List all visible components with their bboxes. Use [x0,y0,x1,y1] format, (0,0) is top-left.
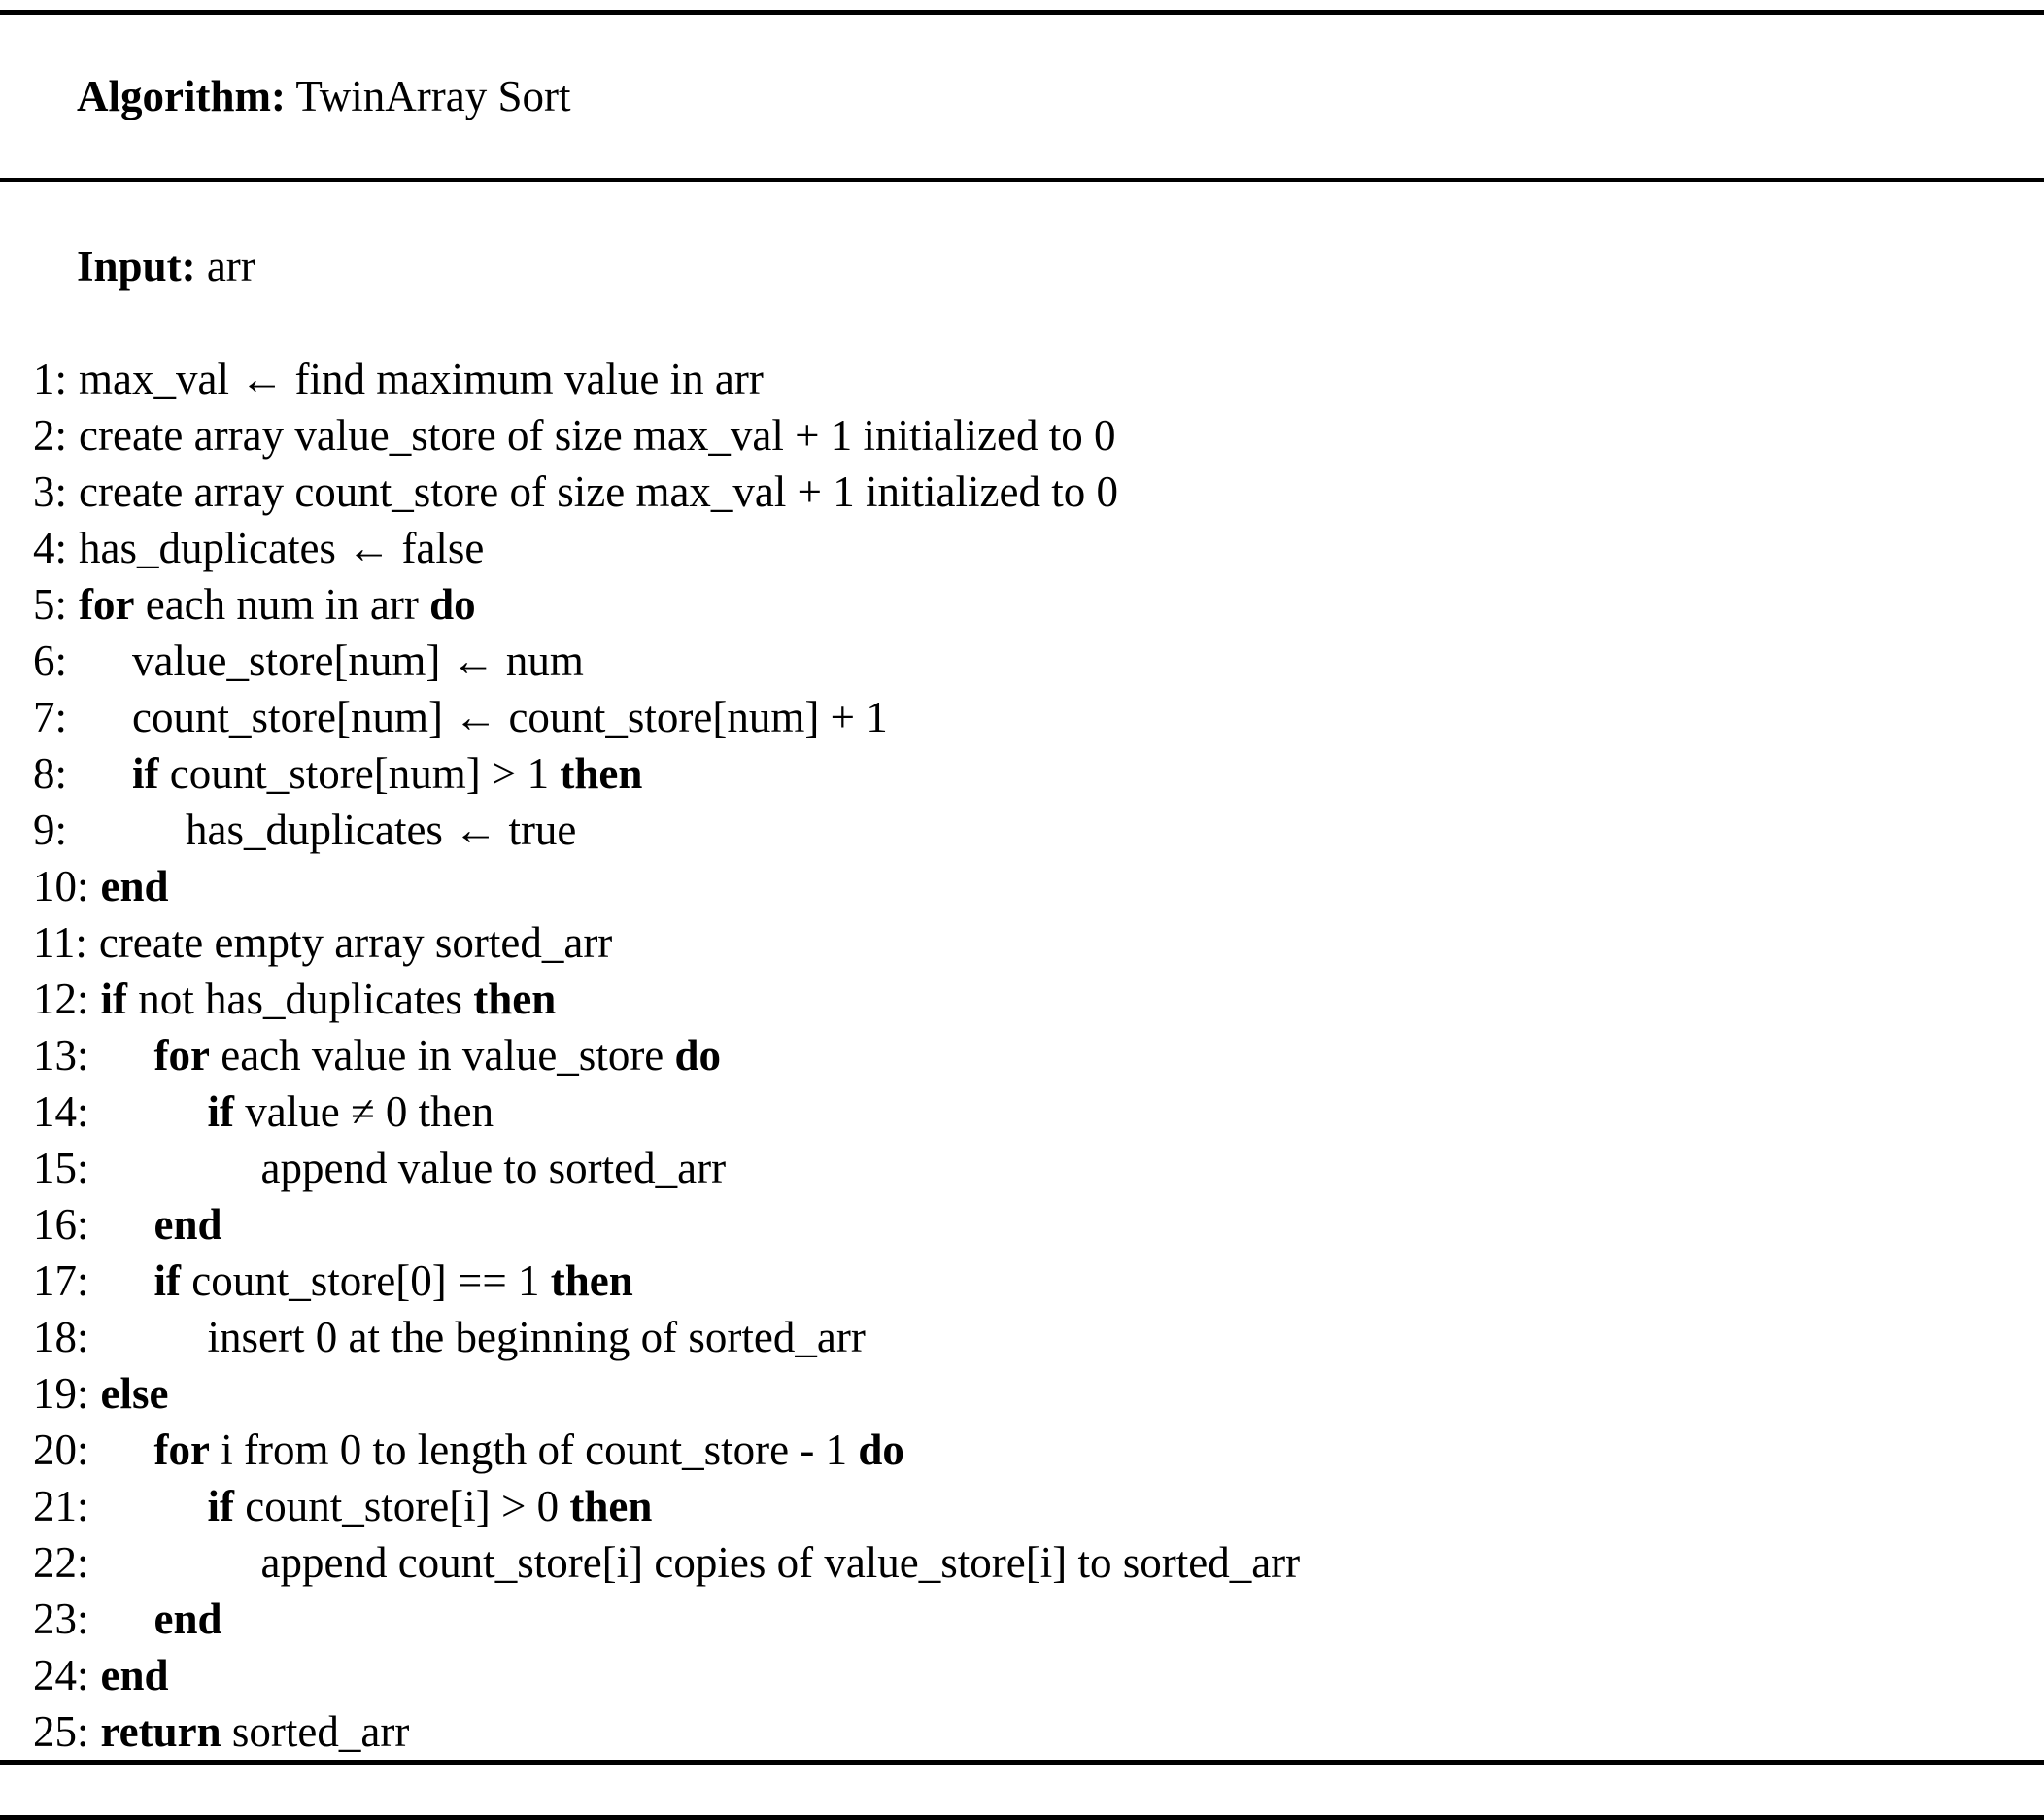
algorithm-line [0,858,2044,914]
input-value: arr [195,242,256,291]
line-content [261,1144,727,1192]
line-content [79,524,484,572]
line-number: 1: [33,355,68,403]
text-segment: count_store[num] ← count_store[num] + 1 [132,693,888,741]
text-segment: sorted_arr [221,1707,410,1756]
keyword-segment: end [100,1651,169,1700]
text-segment: each num in arr [134,580,430,629]
algorithm-input [0,182,2044,351]
algorithm-line [0,1309,2044,1365]
keyword-segment: if [207,1087,235,1136]
keyword-segment: else [100,1369,169,1418]
line-number: 21: [33,1482,89,1530]
keyword-segment: for [79,580,135,629]
line-number: 8: [33,749,68,798]
algorithm-line [0,1196,2044,1253]
line-number: 20: [33,1425,89,1474]
text-segment: value_store[num] ← num [132,636,584,685]
keyword-segment: if [100,975,128,1023]
line-content [79,467,1118,516]
line-number: 12: [33,975,89,1023]
text-segment: append value to sorted_arr [260,1144,727,1192]
line-number: 7: [33,693,68,741]
line-content [154,1595,222,1643]
algorithm-line [0,1083,2044,1140]
text-segment: count_store[i] > 0 [234,1482,570,1530]
algorithm-body [0,351,2044,1760]
line-content [208,1087,494,1136]
bottom-rule [0,1815,2044,1820]
line-content [99,918,612,967]
text-segment: each value in value_store [209,1031,675,1080]
keyword-segment: then [560,749,643,798]
algorithm-line [0,633,2044,689]
algorithm-line [0,1647,2044,1703]
line-content [154,1425,904,1474]
input-keyword: Input: [77,242,196,291]
text-segment: append count_store[i] copies of value_store[i] to sorted_arr [260,1538,1301,1587]
text-segment: max_val ← find maximum value in arr [79,355,764,403]
line-number: 23: [33,1595,89,1643]
line-content [101,1369,169,1418]
text-segment: create empty array sorted_arr [98,918,613,967]
text-segment: i from 0 to length of count_store - 1 [209,1425,859,1474]
algorithm-line [0,971,2044,1027]
line-content [132,749,642,798]
algorithm-keyword: Algorithm: [77,72,286,120]
algorithm-line [0,576,2044,633]
algorithm-line [0,464,2044,520]
bottom-spacer [0,1765,2044,1815]
algorithm-line [0,1422,2044,1478]
algorithm-line [0,407,2044,464]
line-number: 19: [33,1369,89,1418]
line-content [101,862,169,910]
line-number: 10: [33,862,89,910]
keyword-segment: if [153,1256,182,1305]
line-number: 18: [33,1313,89,1361]
algorithm-line [0,1140,2044,1196]
algorithm-header [0,15,2044,178]
keyword-segment: do [674,1031,722,1080]
algorithm-line [0,351,2044,407]
line-number: 4: [33,524,68,572]
keyword-segment: do [858,1425,904,1474]
line-number: 3: [33,467,68,516]
keyword-segment: for [153,1031,210,1080]
algorithm-line [0,520,2044,576]
algorithm-line [0,802,2044,858]
keyword-segment: end [153,1200,222,1249]
algorithm-figure [0,10,2044,1756]
text-segment: insert 0 at the beginning of sorted_arr [207,1313,866,1361]
algorithm-line [0,1534,2044,1591]
algorithm-line [0,745,2044,802]
line-number: 13: [33,1031,89,1080]
line-number: 25: [33,1707,89,1756]
text-segment: has_duplicates ← false [79,524,485,572]
algorithm-title: TwinArray Sort [285,72,571,120]
line-content [154,1256,633,1305]
algorithm-line [0,1365,2044,1422]
keyword-segment: do [429,580,476,629]
line-number: 24: [33,1651,89,1700]
keyword-segment: then [550,1256,633,1305]
algorithm-line [0,1027,2044,1083]
line-content [132,636,584,685]
keyword-segment: for [153,1425,210,1474]
line-content [154,1200,222,1249]
line-number: 5: [33,580,68,629]
keyword-segment: return [100,1707,221,1756]
keyword-segment: if [132,749,159,798]
keyword-segment: then [569,1482,653,1530]
line-number: 11: [33,918,87,967]
text-segment: create array count_store of size max_val + 1 initialized to 0 [79,467,1118,516]
text-segment: value ≠ 0 then [234,1087,494,1136]
line-content [79,580,476,629]
text-segment: count_store[0] == 1 [181,1256,551,1305]
text-segment: create array value_store of size max_val + 1 initialized to 0 [79,411,1116,460]
algorithm-line [0,1478,2044,1534]
line-number: 22: [33,1538,89,1587]
line-number: 14: [33,1087,89,1136]
line-content [79,355,764,403]
line-content [101,1707,410,1756]
line-content [79,411,1115,460]
line-content [101,1651,169,1700]
line-number: 2: [33,411,68,460]
text-segment: count_store[num] > 1 [158,749,561,798]
line-number: 15: [33,1144,89,1192]
line-number: 9: [33,806,68,854]
keyword-segment: end [153,1595,222,1643]
text-segment: has_duplicates ← true [186,806,577,854]
line-content [261,1538,1301,1587]
line-number: 6: [33,636,68,685]
keyword-segment: end [100,862,169,910]
keyword-segment: if [207,1482,235,1530]
line-content [208,1313,866,1361]
algorithm-line [0,1703,2044,1760]
text-segment: not has_duplicates [127,975,474,1023]
algorithm-line [0,914,2044,971]
algorithm-line [0,1591,2044,1647]
line-content [208,1482,653,1530]
keyword-segment: then [473,975,557,1023]
line-content [101,975,557,1023]
algorithm-line [0,689,2044,745]
line-content [132,693,888,741]
algorithm-line [0,1253,2044,1309]
line-number: 16: [33,1200,89,1249]
line-content [186,806,576,854]
line-number: 17: [33,1256,89,1305]
line-content [154,1031,722,1080]
